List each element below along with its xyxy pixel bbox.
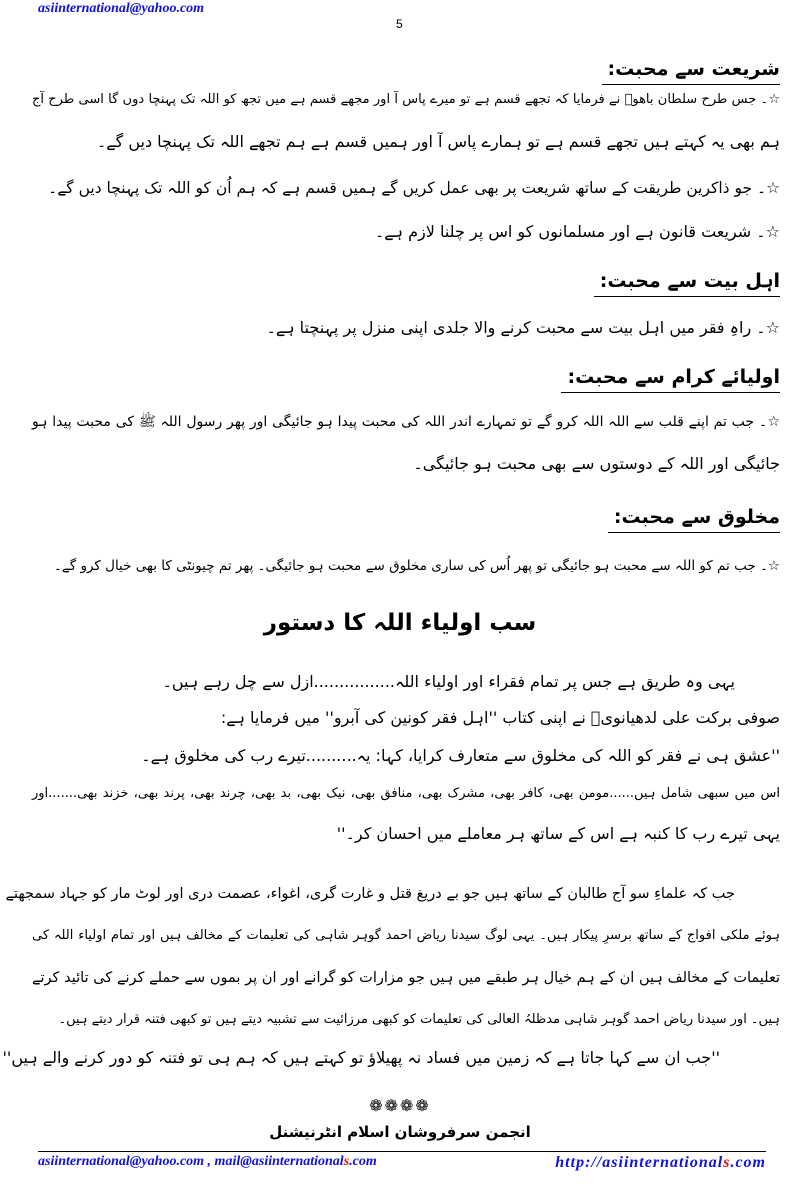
text-line: ہوئے ملکی افواج کے ساتھ برسرِ پیکار ہیں۔ یہی لوگ سیدنا ریاض احمد گوہر شاہی کی تعلیمات کے مخالف ہیں اور تمام اولیاء اللہ کی (32, 928, 780, 943)
text-line: یہی تیرے رب کا کنبہ ہے اس کے ساتھ ہر معاملے میں احسان کر۔'' (336, 824, 780, 843)
text-line: ☆۔ جب تم کو اللہ سے محبت ہو جائیگی تو پھر اُس کی ساری مخلوق سے محبت ہو جائیگی۔ پھر تم چیونٹی کا بھی خیال کرو گے۔ (53, 558, 780, 574)
footer-email-text[interactable]: asiinternational@yahoo.com , mail@asiinternational (38, 1154, 344, 1169)
footer-emails[interactable] (38, 1154, 377, 1170)
footer-email-accent: s (343, 1154, 350, 1169)
text-line: اس میں سبھی شامل ہیں......مومن بھی، کافر بھی، مشرک بھی، منافق بھی، نیک بھی، بد بھی، چرند بھی، پرند بھی، خزند بھی.......اور (32, 786, 780, 801)
organization-name: انجمن سرفروشان اسلام انٹرنیشنل (269, 1123, 531, 1141)
text-line: ☆۔ شریعت قانون ہے اور مسلمانوں کو اس پر چلنا لازم ہے۔ (374, 222, 780, 241)
text-line: جب کہ علماءِ سو آج طالبان کے ساتھ ہیں جو بے دریغ قتل و غارت گری، اغواء، عصمت دری اور لوٹ مار کو جہاد سمجھتے (5, 886, 735, 902)
text-line: ☆۔ جس طرح سلطان باھوؒ نے فرمایا کہ تجھے قسم ہے تو میرے پاس آ اور مجھے قسم ہے میں تجھ کو اللہ تک پہنچا دوں گا اسی طرح آج (32, 92, 780, 107)
footer-url-suffix: .com (730, 1154, 766, 1171)
article-title: سب اولیاء اللہ کا دستور (263, 610, 537, 636)
text-line: ''عشق ہی نے فقر کو اللہ کی مخلوق سے متعارف کرایا، کہا: یہ..........تیرے رب کی مخلوق ہے۔ (141, 746, 780, 765)
heading-shariat: شریعت سے محبت: (602, 56, 780, 85)
text-line: ہیں۔ اور سیدنا ریاض احمد گوہر شاہی مدظلہُ العالی کی تعلیمات کو کبھی مرزائیت سے تشبیہ دیتے ہیں تو کبھی فتنہ قرار دیتے ہیں۔ (58, 1012, 780, 1027)
text-line: ☆۔ جب تم اپنے قلب سے اللہ اللہ کرو گے تو تمہارے اندر اللہ کی محبت پیدا ہو جائیگی اور پھر رسول اللہ ﷺ کی محبت پیدا ہو (32, 414, 780, 430)
page-number: 5 (396, 17, 403, 31)
heading-auliya: اولیائے کرام سے محبت: (561, 364, 780, 393)
footer-website-link[interactable] (555, 1154, 766, 1172)
heading-ahle-bait: اہل بیت سے محبت: (594, 268, 780, 297)
text-line: ☆۔ جو ذاکرین طریقت کے ساتھ شریعت پر بھی عمل کریں گے ہمیں قسم ہے کہ ہم اُن کو اللہ تک پہنچا دیں گے۔ (48, 179, 780, 197)
text-line: صوفی برکت علی لدھیانویؒ نے اپنی کتاب ''اہل فقر کونین کی آبرو'' میں فرمایا ہے: (220, 708, 780, 727)
text-line: یہی وہ طریق ہے جس پر تمام فقراء اور اولیاء اللہ................ازل سے چل رہے ہیں۔ (162, 672, 735, 691)
quote-line: ''جب ان سے کہا جاتا ہے کہ زمین میں فساد نہ پھیلاؤ تو کہتے ہیں کہ ہم ہی تو فتنہ کو دور کرنے والے ہیں'' (2, 1048, 720, 1067)
footer-divider (38, 1151, 766, 1152)
ornament-stars-icon: ❁❁❁❁ (369, 1096, 431, 1115)
text-line: جائیگی اور اللہ کے دوستوں سے بھی محبت ہو جائیگی۔ (413, 454, 780, 473)
header-email-link[interactable]: asiinternational@yahoo.com (38, 1, 205, 16)
footer-url-text: http://asiinternational (555, 1154, 724, 1171)
text-line: ہم بھی یہ کہتے ہیں تجھے قسم ہے تو ہمارے پاس آ اور ہمیں قسم ہے ہم تجھے اللہ تک پہنچا دیں گے۔ (96, 132, 780, 151)
footer-url-accent: s (723, 1154, 731, 1171)
footer-email-suffix: .com (349, 1154, 377, 1169)
text-line: تعلیمات کے مخالف ہیں ان کے ہم خیال ہر طبقے میں ہیں جو مزارات کو گرانے اور ان پر بموں سے حملے کرنے کی تائید کرتے (32, 970, 780, 986)
heading-makhlooq: مخلوق سے محبت: (608, 504, 780, 533)
text-line: ☆۔ راہِ فقر میں اہل بیت سے محبت کرنے والا جلدی اپنی منزل پر پہنچتا ہے۔ (266, 318, 780, 337)
